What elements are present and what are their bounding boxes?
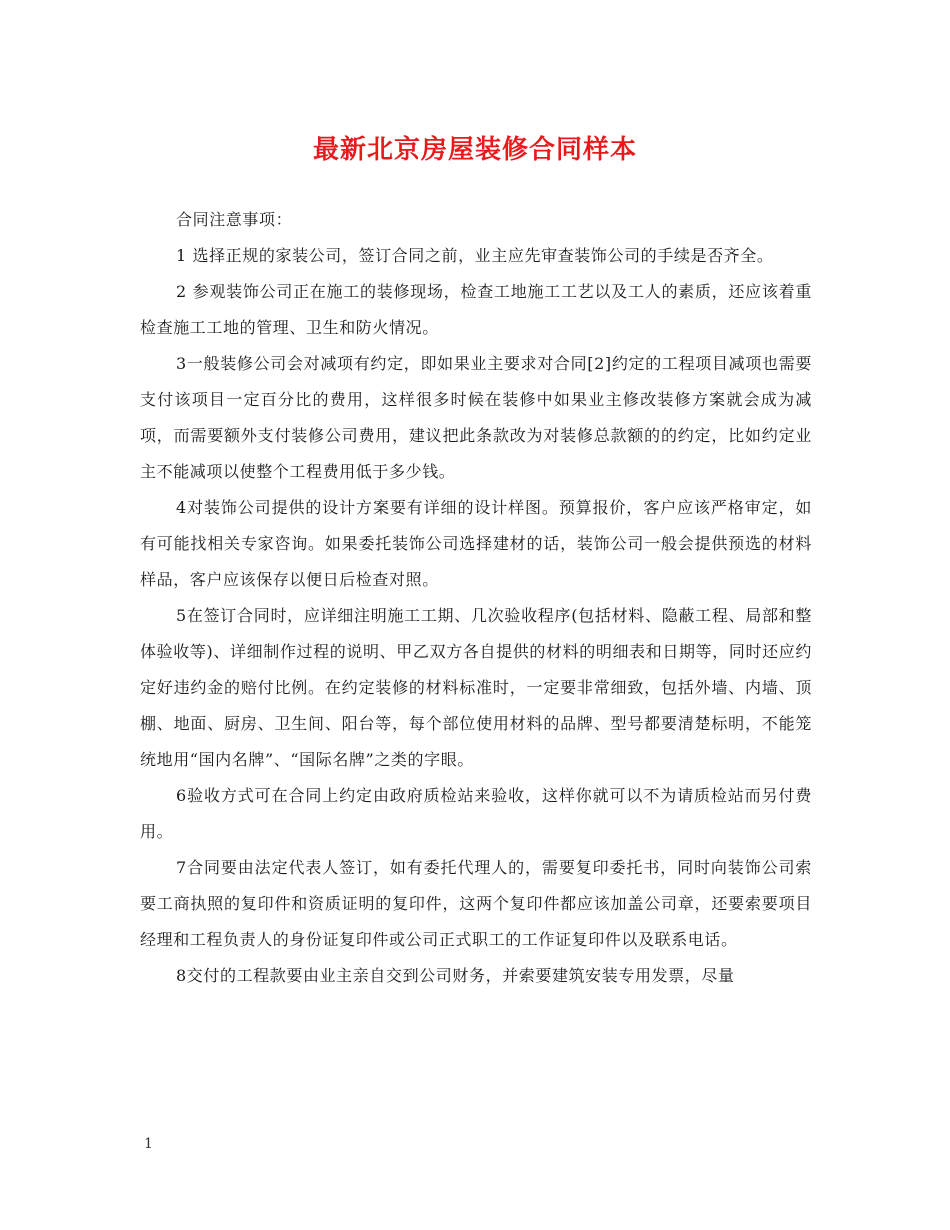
document-title: 最新北京房屋装修合同样本	[312, 135, 637, 165]
paragraph-item-8: 8交付的工程款要由业主亲自交到公司财务，并索要建筑安装专用发票，尽量	[176, 966, 735, 985]
paragraph-item-5: 5在签订合同时，应详细注明施工工期、几次验收程序(包括材料、隐蔽工程、局部和整体验收等)、详细制作过程的说明、甲乙双方各自提供的材料的明细表和日期等，同时还应约定好违约金的赔付比例。在约定装修的材料标准时，一定要非常细致，包括外墙、内墙、顶棚、地面、厨房、卫生间、阳台等，每个部位使用材料的品牌、型号都要清楚标明，不能笼统地用“国内名牌”、“国际名牌”之类的字眼。	[140, 606, 812, 769]
paragraph-item-3: 3一般装修公司会对减项有约定，即如果业主要求对合同[2]约定的工程项目减项也需要支付该项目一定百分比的费用，这样很多时候在装修中如果业主修改装修方案就会成为减项，而需要额外支付装修公司费用，建议把此条款改为对装修总款额的的约定，比如约定业主不能减项以使整个工程费用低于多少钱。	[140, 354, 812, 481]
paragraph-item-1: 1 选择正规的家装公司，签订合同之前，业主应先审查装饰公司的手续是否齐全。	[176, 246, 774, 265]
page-number: 1	[144, 1136, 153, 1152]
document-body	[140, 202, 812, 994]
paragraph-item-4: 4对装饰公司提供的设计方案要有详细的设计样图。预算报价，客户应该严格审定，如有可能找相关专家咨询。如果委托装饰公司选择建材的话，装饰公司一般会提供预选的材料样品，客户应该保存以便日后检查对照。	[140, 498, 812, 589]
paragraph-item-6: 6验收方式可在合同上约定由政府质检站来验收，这样你就可以不为请质检站而另付费用。	[140, 786, 812, 841]
paragraph-notes-heading: 合同注意事项：	[176, 210, 293, 229]
paragraph-item-2: 2 参观装饰公司正在施工的装修现场，检查工地施工工艺以及工人的素质，还应该着重检查施工工地的管理、卫生和防火情况。	[140, 282, 812, 337]
paragraph-item-7: 7合同要由法定代表人签订，如有委托代理人的，需要复印委托书，同时向装饰公司索要工商执照的复印件和资质证明的复印件，这两个复印件都应该加盖公司章，还要索要项目经理和工程负责人的身份证复印件或公司正式职工的工作证复印件以及联系电话。	[140, 858, 812, 949]
